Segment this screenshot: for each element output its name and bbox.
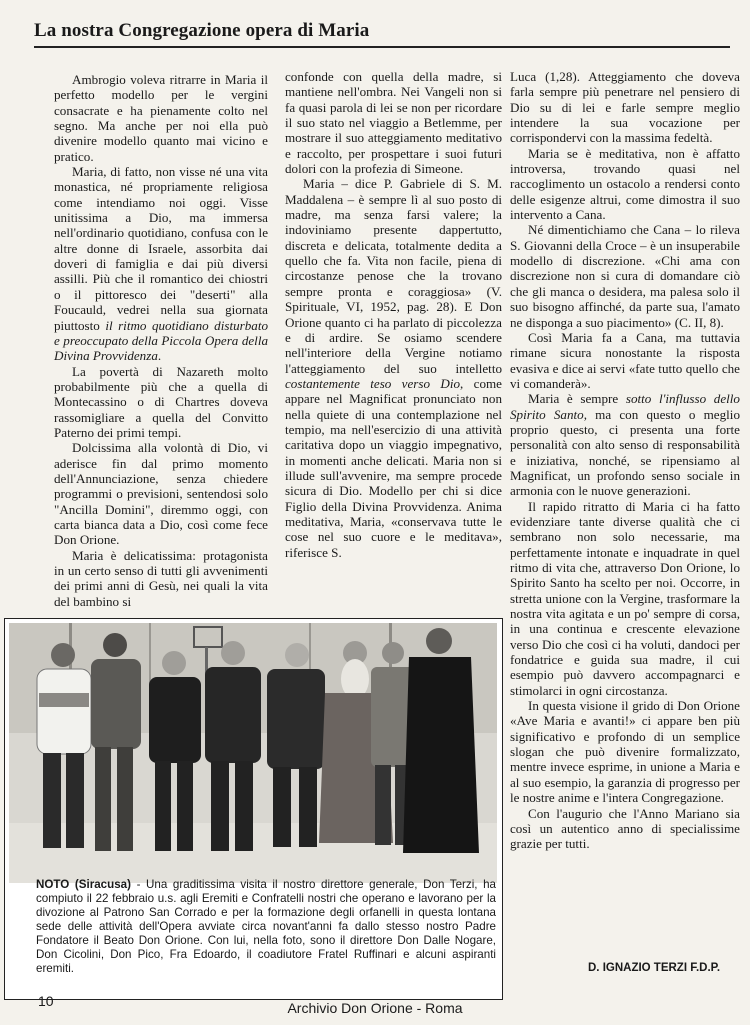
paragraph: Maria, di fatto, non visse né una vita monastica, né propriamente religiosa come intendiamo noi oggi. Visse unitissima a Dio, ma immersa nell'ordinario quotidiano, confusa con le altre donne di Israele, assorbita dai doveri di famiglia e dai più diversi assilli. Più che il romantico dei chiostri o il pittoresco dei "deserti" alla Foucauld, vedrei nella sua giornata piuttosto il ritmo quotidiano disturbato e preoccupato della Piccola Opera della Divina Provvidenza. xyxy=(54,164,269,364)
author-signature: D. IGNAZIO TERZI F.D.P. xyxy=(588,962,721,974)
paragraph: Maria – dice P. Gabriele di S. M. Maddalena – è sempre lì al suo posto di madre, ma senza farsi valere; la indoviniamo presente dappertutto, discreta e delicata, totalmente dedita a quello che fa. Vita non facile, piena di circostanze penose che la trovano sempre pronta e coraggiosa» (V. Spirituale, VI, 1952, pag. 28). E Don Orione quanto ci ha parlato di piccolezza e di ardire. Se osiamo scendere nell'interiore della Vergine notiamo l'atteggiamento del suo intelletto costantemente teso verso Dio, come appare nel Magnificat pronunciato non nella quiete di una contemplazione nel tempio, ma nell'esercizio di una attività caritativa dopo un viaggio impegnativo, in momenti anche delicati. Maria non si illude sull'avvenire, ma sempre procede sicura di Dio. Modello per chi si dice Figlio della Divina Provvidenza. Anima meditativa, Maria, «conservava tutte le cose nel suo cuore e le meditava», riferisce S. xyxy=(285,176,502,560)
paragraph: Né dimentichiamo che Cana – lo rileva S. Giovanni della Croce – è un insuperabile modello di discrezione. «Chi ama con discrezione non si cura di domandare ciò che gli manca o desidera, ma palesa solo il suo bisogno affinché, da parte sua, l'amato ne disponga a suo piacimento» (C. II, 8). xyxy=(510,222,740,330)
paragraph: confonde con quella della madre, si mantiene nell'ombra. Nei Vangeli non si fa quasi parola di lei se non per ricordare il suo stato nel viaggio a Betlemme, per mostrare il suo atteggiamento meditativo e raccolto, per prospettare i suoi futuri dolori con la profezia di Simeone. xyxy=(285,69,502,177)
caption-place: NOTO (Siracusa) xyxy=(36,878,131,891)
page-number: 10 xyxy=(38,993,54,1009)
paragraph: La povertà di Nazareth molto probabilmente più che a quella di Montecassino o di Chartres doveva rassomigliare a quella del Convitto Paterno dei primi tempi. xyxy=(54,363,268,440)
text-column-2 xyxy=(285,69,502,560)
photo-caption xyxy=(36,878,496,976)
caption-text: - Una graditissima visita il nostro direttore generale, Don Terzi, ha compiuto il 22 febbraio u.s. agli Eremiti e Confratelli nostri che operano e lavorano per la divozione al Patrono San Corrado e per la formazione degli orfanelli in questa lontana sede delle attività dell'Opera avviate circa novant'anni fa dallo stesso nostro Padre Fondatore il Beato Don Orione. Con lui, nella foto, sono il direttore Don Dalle Nogare, Don Cicolini, Don Pico, Fra Edoardo, il coadiutore Fratel Ruffinari e alcuni aspiranti eremiti. xyxy=(36,878,496,975)
paragraph: Luca (1,28). Atteggiamento che doveva farla sempre più penetrare nel pensiero di Dio su di lei e farle sempre meglio intendere la sua vocazione per corrispondervi con la massima fedeltà. xyxy=(510,69,740,146)
paragraph: Con l'augurio che l'Anno Mariano sia così un autentico anno di specialissime grazie per tutti. xyxy=(510,805,740,852)
text-column-1 xyxy=(54,72,268,609)
archive-footer: Archivio Don Orione - Roma xyxy=(287,1000,463,1016)
paragraph: Il rapido ritratto di Maria ci ha fatto evidenziare tante diverse qualità che ci sembrano non solo necessarie, ma perfettamente intonate e inquadrate in quel ritmo di vita che, attraverso Don Orione, lo Spirito Santo ha scelto per noi. Occorre, in stretta unione con la Vergine, trasformare la nostra vita agitata e un po' sempre di corsa, in una continua e crescente elevazione verso Dio che così ci ha voluti, dandoci per fondatrice e guida sua madre, il cui esempio può davvero accompagnarci e stimolarci in ogni circostanza. xyxy=(510,498,740,698)
paragraph: Maria se è meditativa, non è affatto introversa, trovando quasi nel raccoglimento un ostacolo a rendersi conto delle esigenze altrui, come dimostra il suo intervento a Cana. xyxy=(510,145,740,223)
text-column-3 xyxy=(510,69,740,852)
paragraph: Maria è sempre sotto l'influsso dello Spirito Santo, ma con questo o meglio proprio questo, ci presenta una forte personalità con alto senso di responsabilità e iniziativa, nonché, se ripensiamo al Magnificat, un profondo senso sociale in armonia con le nuove generazioni. xyxy=(510,391,740,499)
paragraph: Dolcissima alla volontà di Dio, vi aderisce fin dal primo momento dell'Annunciazione, senza chiedere programmi o previsioni, sentendosi solo "Ancilla Domini", diremmo oggi, con carta bianca data a Dio, così come fece Don Orione. xyxy=(54,440,268,548)
group-photo xyxy=(9,623,497,883)
article-title: La nostra Congregazione opera di Maria xyxy=(34,20,370,41)
paragraph: In questa visione il grido di Don Orione «Ave Maria e avanti!» ci appare ben più significativo e profondo di un semplice slogan che può divenire formalizzato, mentre invece esprime, in unione a Maria e al suo esempio, la garanzia di progresso per le nostre anime e l'intera Congregazione. xyxy=(510,698,740,806)
paragraph: Così Maria fa a Cana, ma tuttavia rimane sicura nonostante la risposta evasiva e dice ai servi «fate tutto quello che vi comanderà». xyxy=(510,329,740,391)
article-header xyxy=(34,20,730,48)
paragraph: Ambrogio voleva ritrarre in Maria il perfetto modello per le vergini consacrate e ha pienamente colto nel segno. Ma anche per noi ella può divenire modello quanto mai vicino e pratico. xyxy=(54,72,268,164)
paragraph: Maria è delicatissima: protagonista in un certo senso di tutti gli avvenimenti dei primi anni di Gesù, nei quali la vita del bambino si xyxy=(54,547,268,609)
